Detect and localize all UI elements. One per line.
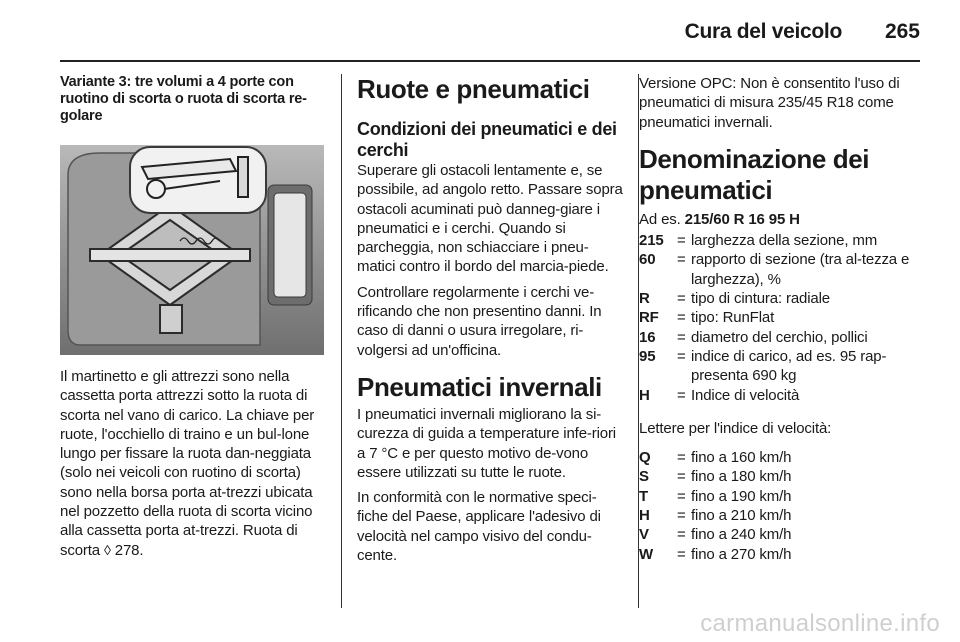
definition-equals: = <box>677 251 686 269</box>
definition-text: Indice di velocità <box>691 386 800 404</box>
designation-list <box>639 231 923 405</box>
definition-text: larghezza della sezione, mm <box>691 232 878 250</box>
speed-text: fino a 210 km/h <box>691 507 792 525</box>
paragraph-opc: Versione OPC: Non è consentito l'uso di pneumatici di misura 235/45 R18 come pneumatici invernali. <box>639 75 900 131</box>
definition-text: tipo di cintura: radiale <box>691 290 830 308</box>
variant-heading: Variante 3: tre volumi a 4 porte con ruotino di scorta o ruota di scorta re-golare <box>60 74 307 124</box>
column-2 <box>357 74 623 565</box>
definition-key: H <box>639 386 650 404</box>
speed-row <box>639 467 923 486</box>
speed-key: V <box>639 526 649 544</box>
definition-key: 215 <box>639 232 664 250</box>
definition-key: R <box>639 290 650 308</box>
tool-kit-figure <box>60 145 324 355</box>
definition-equals: = <box>677 290 686 308</box>
subsection-winter-tyres: Pneumatici invernali <box>357 371 602 402</box>
speed-key: T <box>639 487 649 505</box>
paragraph-winter-safety: I pneumatici invernali migliorano la si-curezza di guida a temperature infe-riori a 7 °C e per questo motivo de-vono essere utilizzati su tutte le ruote. <box>357 405 616 481</box>
paragraph-check-rims: Controllare regolarmente i cerchi ve-rificando che non presentino danni. In caso di danni o usura irregolare, ri-volgersi ad un'officina. <box>357 283 602 359</box>
speed-text: fino a 240 km/h <box>691 526 792 544</box>
speed-row <box>639 487 923 506</box>
definition-row <box>639 386 923 405</box>
speed-equals: = <box>677 507 686 525</box>
definition-text: tipo: RunFlat <box>691 309 775 327</box>
speed-key: W <box>639 545 654 563</box>
speed-equals: = <box>677 468 686 486</box>
speed-equals: = <box>677 545 686 563</box>
speed-text: fino a 180 km/h <box>691 468 792 486</box>
speed-key: S <box>639 468 649 486</box>
tool-kit-paragraph <box>60 367 324 560</box>
definition-row <box>639 328 923 347</box>
definition-row <box>639 250 923 289</box>
chapter-title: Ruote e pneumatici <box>357 74 590 104</box>
speed-equals: = <box>677 526 686 544</box>
speed-row <box>639 545 923 564</box>
definition-text: diametro del cerchio, pollici <box>691 328 868 346</box>
definition-key: 16 <box>639 328 656 346</box>
speed-index-list <box>639 448 923 564</box>
example-value: 215/60 R 16 95 H <box>684 210 800 228</box>
page-number: 265 <box>884 20 920 43</box>
speed-row <box>639 448 923 467</box>
speed-index-intro: Lettere per l'indice di velocità: <box>639 419 832 437</box>
paragraph-speed-sticker: In conformità con le normative speci-fiche del Paese, applicare l'adesivo di velocità nel campo visivo del condu-cente. <box>357 489 601 565</box>
column-3 <box>639 74 923 564</box>
example-prefix: Ad es. <box>639 210 681 228</box>
reference-page: 278. <box>114 541 144 559</box>
paragraph-obstacles: Superare gli ostacoli lentamente e, se possibile, ad angolo retto. Passare sopra ostacoli acuminati può danneg-giare i pneumatici e i cerchi. Quando si parcheggia, non schiacciare i pneu-matici contro il bordo del marcia-piede. <box>357 162 623 276</box>
definition-equals: = <box>677 347 686 365</box>
definition-row <box>639 289 923 308</box>
speed-text: fino a 270 km/h <box>691 545 792 563</box>
definition-equals: = <box>677 232 686 250</box>
page-header <box>0 0 960 62</box>
column-divider-1 <box>341 74 342 608</box>
speed-row <box>639 525 923 544</box>
definition-row <box>639 231 923 250</box>
definition-key: 60 <box>639 251 656 269</box>
speed-text: fino a 160 km/h <box>691 449 792 467</box>
speed-key: Q <box>639 449 651 467</box>
speed-equals: = <box>677 449 686 467</box>
speed-equals: = <box>677 487 686 505</box>
tool-kit-text: Il martinetto e gli attrezzi sono nella cassetta porta attrezzi sotto la ruota di scorta nel vano di carico. La chiave per ruote, l'occhiello di traino e un bul-lone lungo per fissare la ruota dan-neggiata (solo nei veicoli con ruotino di scorta) sono nella borsa porta at-trezzi ubicata nel pozzetto della ruota di scorta vicino alla cassetta porta at-trezzi. Ruota di scorta <box>60 368 315 559</box>
definition-key: 95 <box>639 347 656 365</box>
header-rule <box>60 60 920 62</box>
subsection-tyre-condition: Condizioni dei pneumatici e dei cerchi <box>357 119 617 160</box>
definition-text: rapporto di sezione (tra al-tezza e larghezza), % <box>691 251 910 288</box>
definition-equals: = <box>677 309 686 327</box>
section-title: Cura del veicolo <box>684 20 842 43</box>
definition-equals: = <box>677 328 686 346</box>
definition-text: indice di carico, ad es. 95 rap-presenta 690 kg <box>691 347 887 385</box>
speed-text: fino a 190 km/h <box>691 487 792 505</box>
watermark: carmanualsonline.info <box>700 610 940 637</box>
definition-row <box>639 347 923 386</box>
definition-equals: = <box>677 386 686 404</box>
speed-key: H <box>639 507 650 525</box>
tyre-designation-title: Denominazione dei pneumatici <box>639 143 870 205</box>
reference-icon: ◊ <box>103 541 111 558</box>
example-line <box>639 210 923 229</box>
definition-key: RF <box>639 309 659 327</box>
speed-row <box>639 506 923 525</box>
definition-row <box>639 308 923 327</box>
tool-kit-illustration <box>60 145 324 355</box>
column-1 <box>60 74 324 560</box>
